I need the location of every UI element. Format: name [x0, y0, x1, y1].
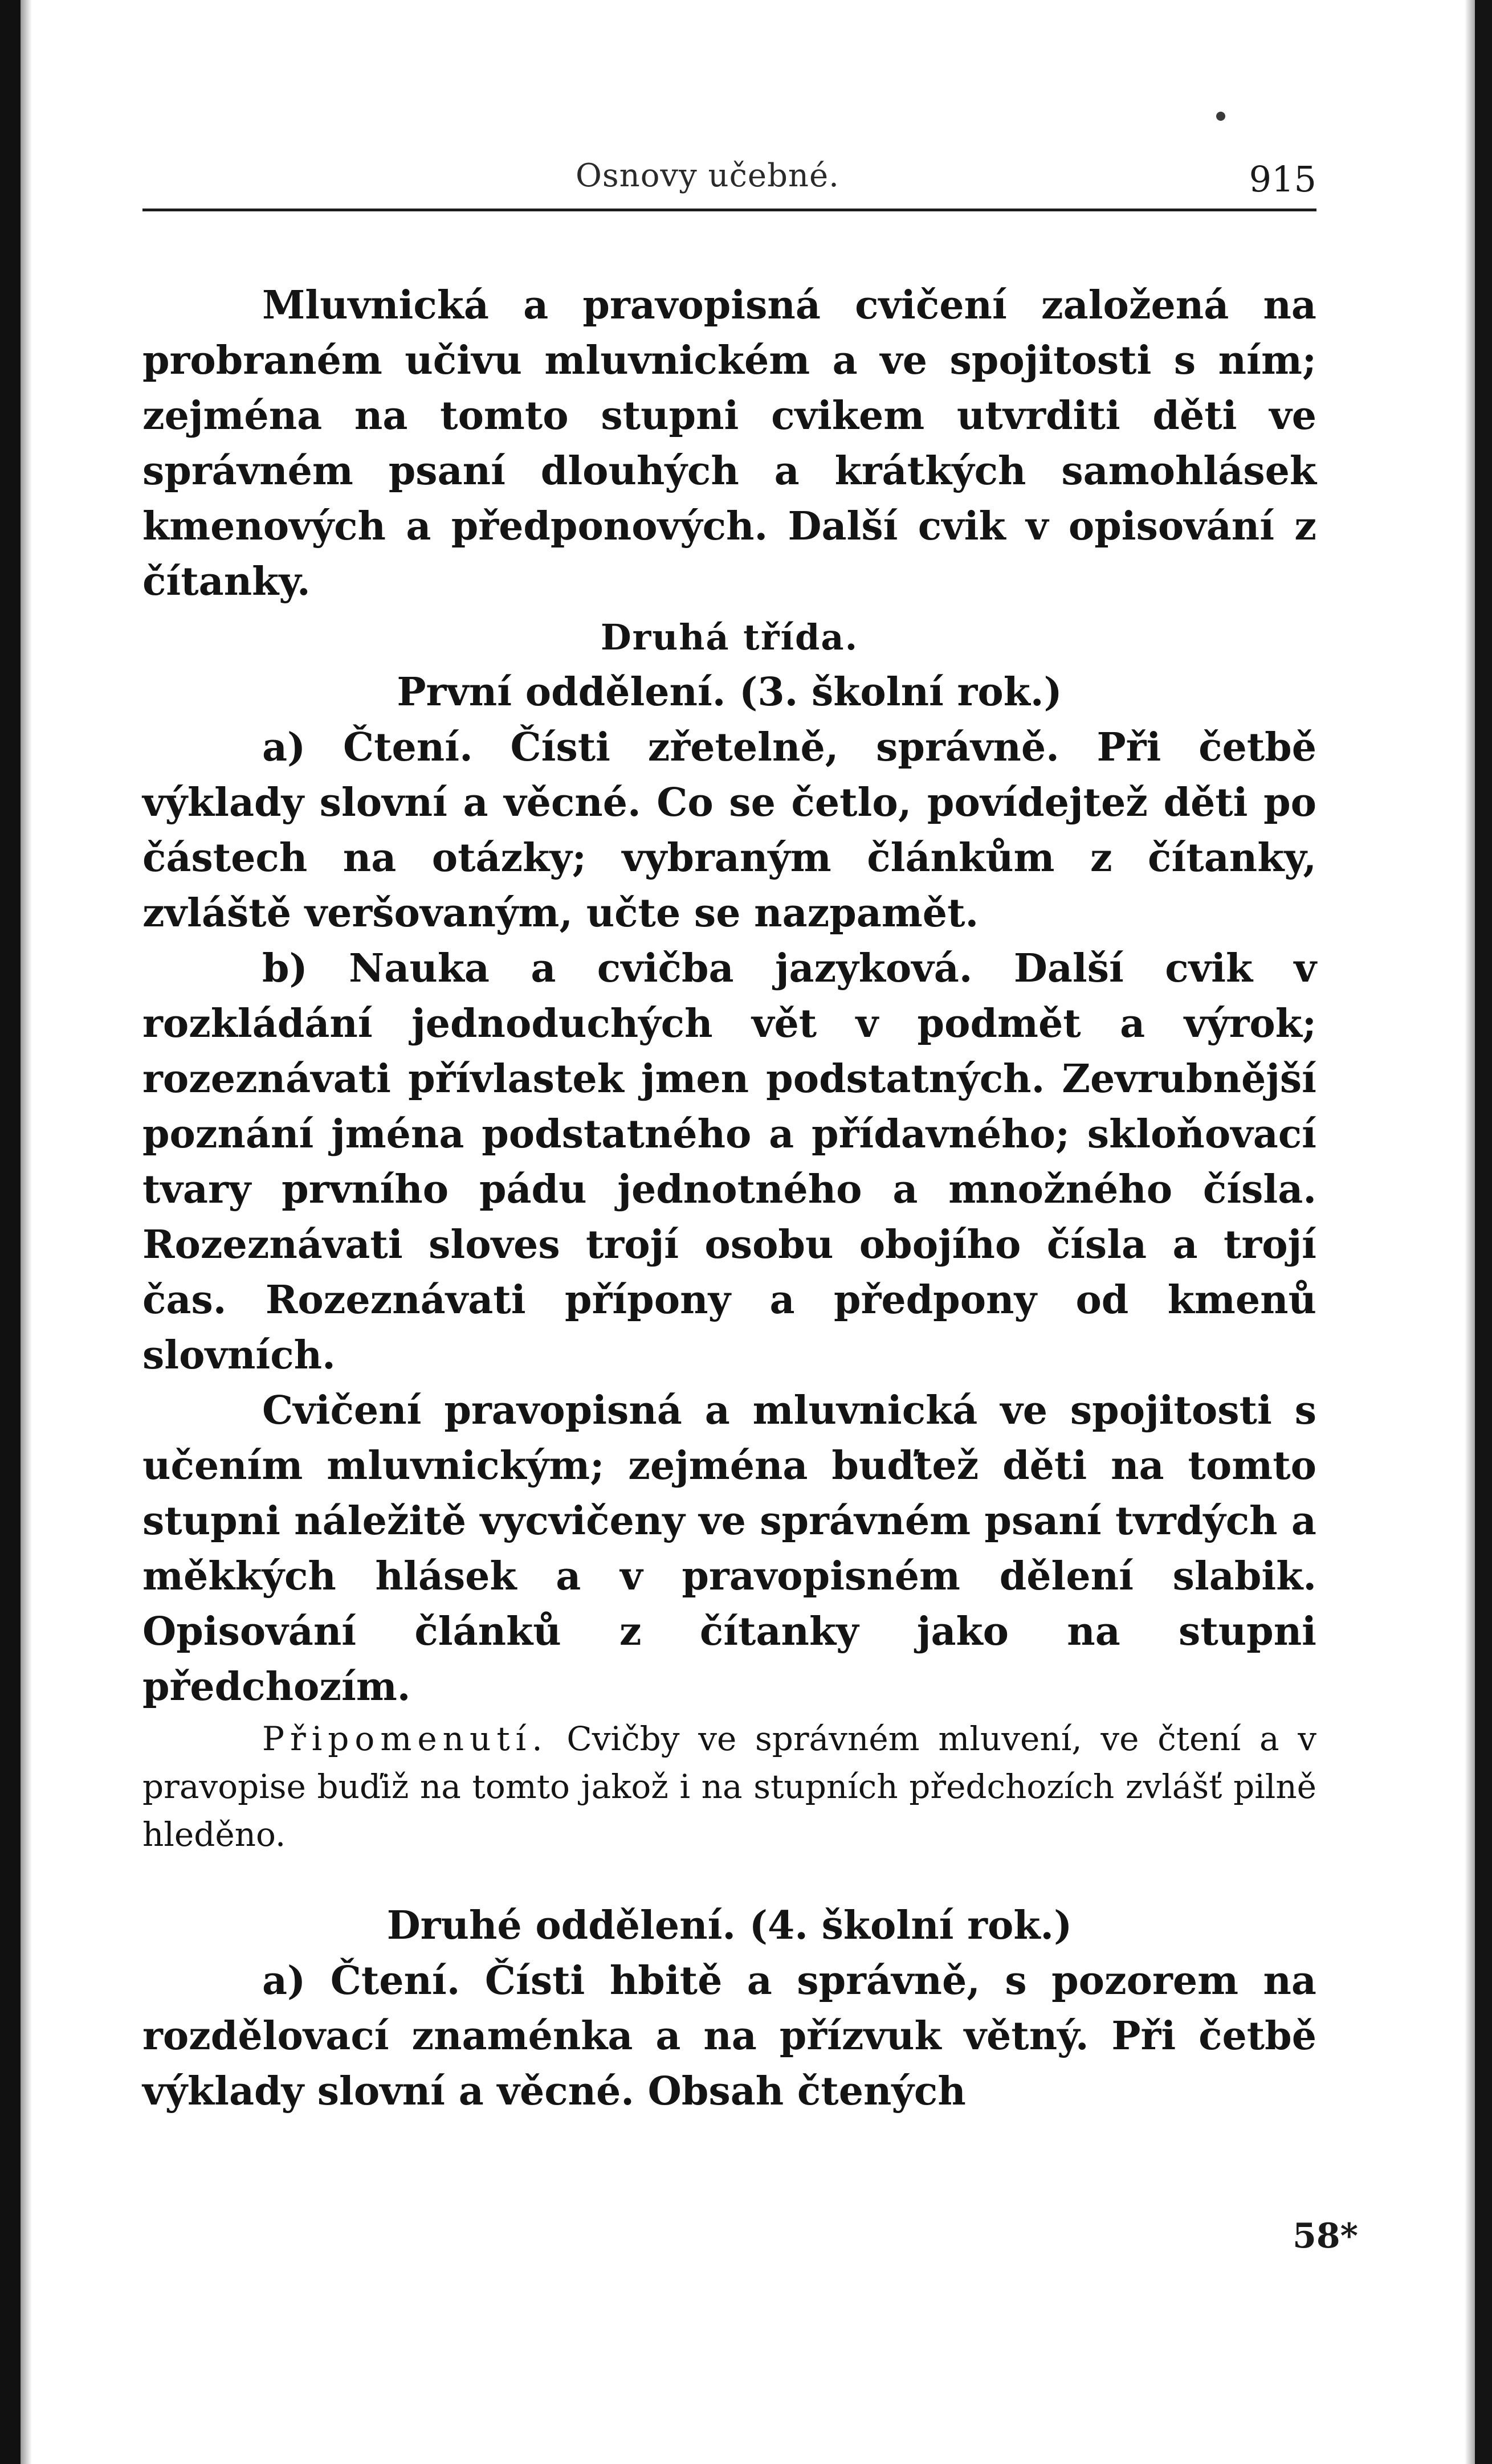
scan-shadow-right	[1465, 0, 1475, 2464]
page-number: 915	[1249, 158, 1316, 200]
scan-border-left	[0, 0, 21, 2464]
section-title-first	[142, 665, 1316, 720]
book-page	[142, 148, 1316, 2404]
paragraph-reading-second: a) Čtení. Čísti hbitě a správně, s pozorem na rozdělovací znaménka a na přízvuk větný. Při četbě výklady slovní a věcné. Obsah čtených	[142, 1958, 1316, 2114]
paragraph-language-study: b) Nauka a cvičba jazyková. Další cvik v rozkládání jednoduchých vět v podmět a výrok; rozeznávati přívlastek jmen podstatných. Zevrubnější poznání jména podstatného a přídavného; skloňovací tvary prvního pádu jednotného a množného čísla. Rozeznávati sloves trojí osobu obojího čísla a trojí čas. Rozeznávati přípony a předpony od kmenů slovních.	[142, 946, 1316, 1378]
section-title-first-note: (3. školní rok.)	[739, 669, 1062, 715]
section-spacer	[142, 1858, 1316, 1898]
page-body	[142, 278, 1316, 2119]
remark-text: Cvičby ve správném mluvení, ve čtení a v pravopise buďiž na tomto jakož i na stupních předchozích zvlášť pilně hleděno.	[142, 1719, 1316, 1854]
section-title-second-label: Druhé oddělení.	[386, 1903, 736, 1948]
remark-label: Připomenutí.	[262, 1719, 548, 1758]
section-title-first-label: První oddělení.	[397, 669, 726, 715]
scan-border-right	[1475, 0, 1492, 2464]
signature-mark: 58*	[1293, 2216, 1358, 2256]
ink-speck	[1216, 112, 1225, 121]
section-title-second-note: (4. školní rok.)	[749, 1903, 1073, 1948]
remark-paragraph	[142, 1715, 1316, 1858]
running-title: Osnovy učebné.	[576, 157, 839, 194]
section-title-second	[142, 1898, 1316, 1954]
paragraph-grammar-exercises: Mluvnická a pravopisná cvičení založená na probraném učivu mluvnickém a ve spojitosti s ním; zejména na tomto stupni cvikem utvrditi děti ve správném psaní dlouhých a krátkých samohlásek kmenových a předponových. Další cvik v opisování z čítanky.	[142, 283, 1316, 604]
scan-shadow-left	[21, 0, 32, 2464]
header-rule	[142, 209, 1316, 211]
running-head	[142, 148, 1316, 211]
paragraph-spelling-exercises: Cvičení pravopisná a mluvnická ve spojitosti s učením mluvnickým; zejména buďtež děti na tomto stupni náležitě vycvičeny ve správném psaní tvrdých a měkkých hlásek a v pravopisném dělení slabik. Opisování článků z čítanky jako na stupni předchozím.	[142, 1388, 1316, 1710]
paragraph-reading: a) Čtení. Čísti zřetelně, správně. Při četbě výklady slovní a věcné. Co se četlo, povídejtež děti po částech na otázky; vybraným článkům z čítanky, zvláště veršovaným, učte se nazpamět.	[142, 725, 1316, 936]
class-title: Druhá třída.	[600, 616, 859, 658]
